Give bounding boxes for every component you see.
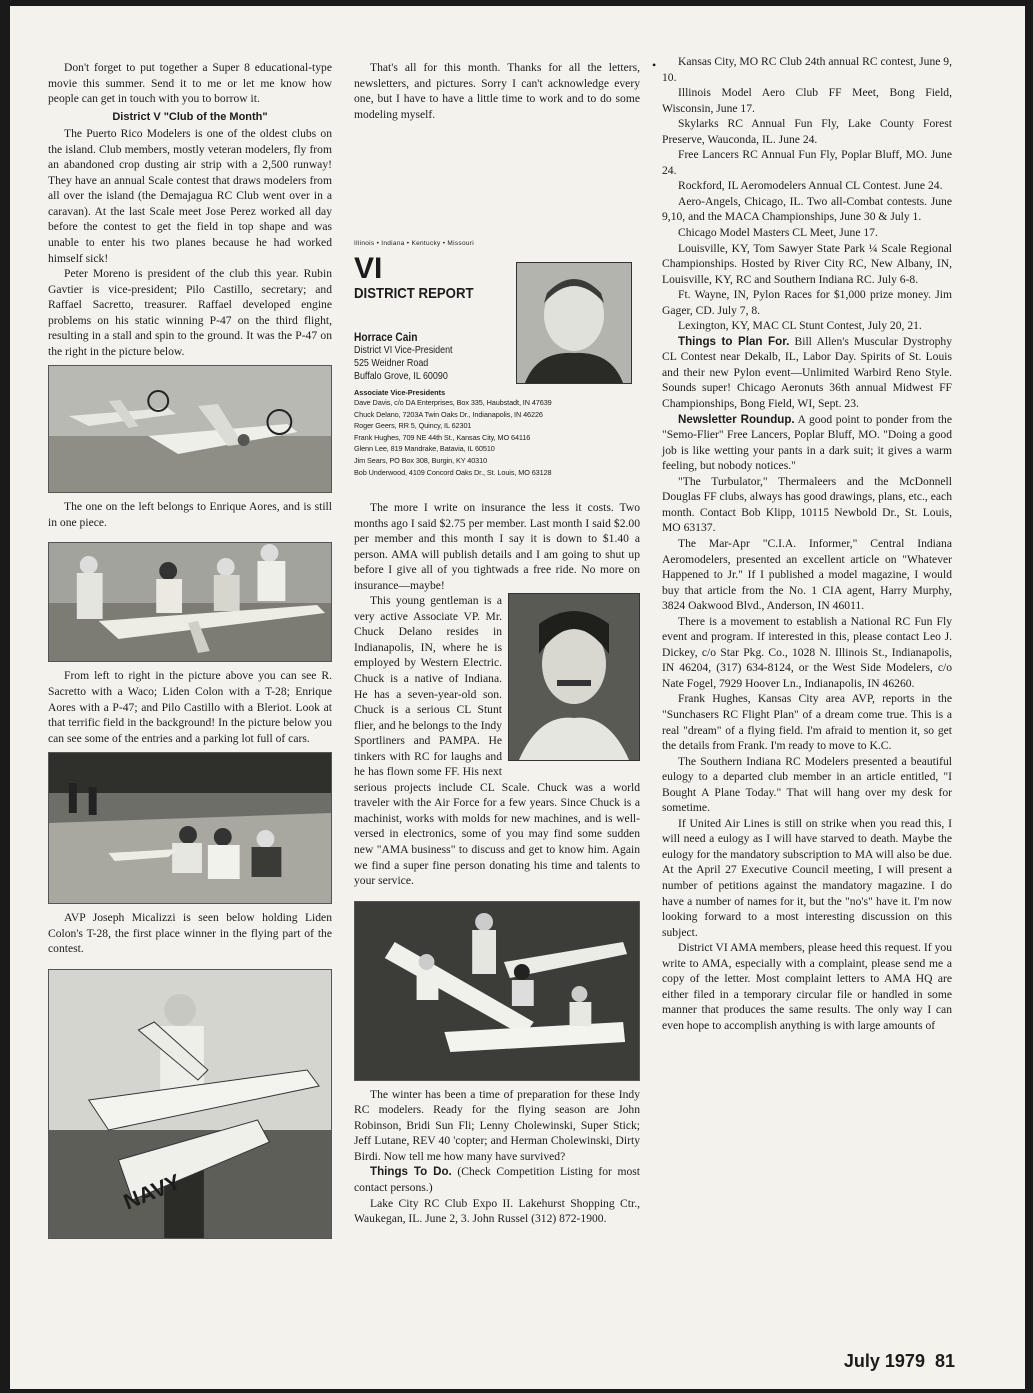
event-item: Rockford, IL Aeromodelers Annual CL Contest. June 24.	[678, 179, 943, 193]
avp-entry: Jim Sears, PO Box 308, Burgin, KY 40310	[354, 455, 488, 465]
paragraph: The winter has been a time of preparation for these Indy RC modelers. Ready for the flying season are John Robinson, Bridi Sun Fli; Lenny Cholewinski, Super Stick; Jeff Lutane, REV 40 'copter; and Herman Cholewinski, Dirty Birdi. Now tell me how many have survived?	[354, 1087, 640, 1163]
vp-address-line: Buffalo Grove, IL 60090	[354, 370, 448, 382]
paragraph: That's all for this month. Thanks for all the letters, newsletters, and pictures. Sorry I can't acknowledge every one, but I have to have a little time to work and to do some modeling myself.	[354, 61, 640, 121]
photo-t28-holder	[48, 969, 332, 1239]
things-to-plan-text: Bill Allen's Muscular Dystrophy CL Contest near Dekalb, IL, Labor Day. Spirits of St. Louis and their new Pylon event—Unlimited Warbird Reno Style. Sounds super! Chicago Aeronuts 36th annual Midwest FF Championships, Bong Field, WI, Sept. 23.	[662, 334, 953, 411]
bullet-dot: •	[652, 58, 657, 72]
paragraph: "The Turbulator," Thermaleers and the McDonnell Douglas FF clubs, always has good drawings, plans, etc., each month. Contact Bob Klipp, 10115 Newbold Dr., St. Louis, MO 63137.	[662, 474, 952, 535]
paragraph: The Mar-Apr "C.I.A. Informer," Central Indiana Aeromodelers, presented an excellent article on "Whatever Happened to Jr." If I published a model magazine, I would buy that article from the No. 1 CIA agent, Harry Murphy, 3824 Oakwood Blvd., Anderson, IN 46011.	[662, 536, 952, 613]
photo-caption: The one on the left belongs to Enrique Aores, and is still in one piece.	[48, 500, 332, 529]
photo-p47-models	[48, 365, 332, 493]
column-left	[48, 60, 332, 1245]
paragraph: The more I write on insurance the less it costs. Two months ago I said $2.75 per member. Last month I said $2.00 per member and this month I say it is down to $1.40 a person. AMA will publish details and I am going to shut up before I give all of you tightwads a free ride. No more on insurance—maybe!	[354, 501, 640, 592]
portrait-chuck-delano	[508, 593, 640, 761]
column-middle-body	[354, 500, 640, 1227]
newsletter-roundup-text: A good point to ponder from the "Semo-Flier" Free Lancers, Poplar Bluff, MO. "Doing a good job is like wetting your pants in a dark suit; it gives a warm feeling, but nobody notices."	[662, 412, 952, 473]
column-middle	[354, 60, 640, 122]
paragraph: District VI AMA members, please heed this request. If you write to AMA, especially with a complaint, please send me a copy of the letter. Most complaint letters to AMA HQ are either filed in a temporary circular file or handled in some manner that produces the same results. The only way I can even hope to accomplish anything is with large amounts of	[662, 941, 952, 1032]
paragraph: Frank Hughes, Kansas City area AVP, reports in the "Sunchasers RC Flight Plan" of a dream come true. This is a real "dream" of a flying field. I'm afraid to mention it, so get the details from Frank. I'm ready to move to K.C.	[662, 692, 952, 753]
photo-modelers-group	[48, 542, 332, 662]
page-number: 81	[934, 1351, 955, 1371]
event-item: Kansas City, MO RC Club 24th annual RC contest, June 9, 10.	[662, 55, 952, 84]
paragraph: Peter Moreno is president of the club this year. Rubin Gavtier is vice-president; Pilo Castillo, secretary; and Raffael Sacretto, treasurer. Raffael developed engine problems on his static winning P-47 on the third flight, resulting in a stall and spin to the ground. It was the P-47 on the right in the picture below.	[48, 267, 332, 358]
paragraph: Don't forget to put together a Super 8 educational-type movie this summer. Send it to me or let me know how people can get in touch with you to borrow it.	[48, 61, 332, 106]
paragraph: This young gentleman is a very active Associate VP. Mr. Chuck Delano resides in Indianapolis, IN, where he is employed by Western Electric. Chuck is a native of Indiana. He has a seven-year-old son. Chuck is a serious CL Stunt flier, and he belongs to the Indy Sportliners and PAMPA. He tinkers with RC for laughs and he has flown some FF. His next serious projects include CL Scale. Chuck was a world traveler with the Air Force for a few years. Since Chuck is a machinist, works with molds for new machines, and is well-versed in electronics, some of you may find some sudden new "AMA business" to discuss and get to know him. Again we find a super fine person donating his time and talents to your service.	[354, 594, 640, 888]
event-item: Lexington, KY, MAC CL Stunt Contest, July 20, 21.	[678, 319, 922, 333]
vp-name: Horrace Cain	[354, 330, 418, 344]
vp-address-line: 525 Weidner Road	[354, 357, 429, 369]
photo-indy-modelers	[354, 901, 640, 1081]
magazine-page	[10, 6, 1025, 1389]
event-item: Skylarks RC Annual Fun Fly, Lake County Forest Preserve, Wauconda, IL. June 24.	[662, 117, 952, 146]
avp-entry: Frank Hughes, 709 NE 44th St., Kansas City, MO 64116	[354, 432, 531, 442]
event-item: Ft. Wayne, IN, Pylon Races for $1,000 prize money. Jim Gager, CD. July 7, 8.	[662, 288, 952, 317]
paragraph	[662, 334, 952, 412]
portrait-vp	[516, 262, 632, 384]
paragraph: There is a movement to establish a National RC Fun Fly event and program. If interested in this, please contact Leo J. Dickey, c/o Star Pkg. Co., 1028 N. Illinois St., Indianapolis, IN 46204, (317) 634-8124, or the West Side Modelers, c/o Nate Fogel, 7929 Hoover Ln., Indianapolis, IN 46260.	[662, 614, 952, 690]
paragraph: The Puerto Rico Modelers is one of the oldest clubs on the island. Club members, mostly veteran modelers, fly from an abandoned crop dusting air strip with a 2,500 runway! They have an annual Scale contest that draws modelers from all over the island (the Demajagua RC Club went over in a caravan). At the last Scale meet Jose Perez worked all day before the contest to get the field in top shape and was unable to enter his two planes because he had worked himself sick!	[48, 127, 332, 265]
paragraph: AVP Joseph Micalizzi is seen below holding Liden Colon's T-28, the first place winner in the flying part of the contest.	[48, 911, 332, 956]
paragraph: Lake City RC Club Expo II. Lakehurst Shopping Ctr., Waukegan, IL. June 2, 3. John Russel (312) 872-1900.	[354, 1196, 640, 1226]
things-to-plan-lead: Things to Plan For.	[678, 334, 790, 348]
paragraph: If United Air Lines is still on strike when you read this, I will need a eulogy as I will have starved to death. Maybe the eulogy for the mandatory subscription to MA will also be due. At the April 27 Executive Council meeting, I will present a number of petitions against the mandatory magazine. I do have a number of names for it, but the "no's" have it. I'm now looking forward to a most interesting discussion on this subject.	[662, 816, 952, 939]
paragraph	[662, 412, 952, 474]
issue-date: July 1979	[843, 1351, 925, 1371]
newsletter-roundup-lead: Newsletter Roundup.	[678, 412, 795, 426]
column-right	[662, 54, 952, 1033]
avp-entry: Roger Geers, RR 5, Quincy, IL 62301	[354, 421, 472, 431]
district-number: VI	[354, 252, 383, 285]
district-title: DISTRICT REPORT	[354, 285, 474, 302]
avp-entry: Dave Davis, c/o DA Enterprises, Box 335, Haubstadt, IN 47639	[354, 398, 552, 407]
event-item: Louisville, KY, Tom Sawyer State Park ¼ Scale Regional Championships. Hosted by River City RC, New Albany, IN, Louisville, KY, RC and Southern Indiana RC. July 6-8.	[662, 241, 952, 286]
avp-entry: Bob Underwood, 4109 Concord Oaks Dr., St. Louis, MO 63128	[354, 467, 552, 477]
section-heading: District V "Club of the Month"	[112, 110, 268, 123]
paragraph	[354, 1164, 640, 1195]
event-item: Chicago Model Masters CL Meet, June 17.	[678, 226, 878, 240]
event-item: Aero-Angels, Chicago, IL. Two all-Combat contests. June 9,10, and the MACA Championships, June 30 & July 1.	[662, 194, 952, 224]
paragraph: The Southern Indiana RC Modelers presented a beautiful eulogy to a departed club member in an article entitled, "I Bought A Plane Today." That will hang over my desk for sometime.	[662, 754, 952, 815]
avp-heading: Associate Vice-Presidents	[354, 388, 446, 397]
photo-flying-field	[48, 752, 332, 904]
things-to-do-lead: Things To Do.	[370, 1165, 452, 1179]
event-item: Free Lancers RC Annual Fun Fly, Poplar Bluff, MO. June 24.	[662, 148, 952, 177]
avp-entry: Glenn Lee, 819 Mandrake, Batavia, IL 60510	[354, 444, 495, 454]
avp-entry: Chuck Delano, 7203A Twin Oaks Dr., Indianapolis, IN 46226	[354, 409, 543, 419]
page-footer	[844, 1351, 955, 1372]
event-item: Illinois Model Aero Club FF Meet, Bong Field, Wisconsin, June 17.	[662, 86, 952, 115]
navy-marking: NAVY	[119, 1168, 184, 1215]
paragraph: From left to right in the picture above you can see R. Sacretto with a Waco; Liden Colon with a T-28; Enrique Aores with a P-47; and Pilo Castillo with a Bleriot. Look at that terrific field in the background! In the picture below you can see some of the entries and a parking lot full of cars.	[48, 669, 332, 745]
vp-address-line: District VI Vice-President	[354, 344, 453, 356]
district-states: Illinois • Indiana • Kentucky • Missouri	[354, 240, 474, 247]
things-to-do-text: (Check Competition Listing for most contact persons.)	[354, 1165, 641, 1194]
